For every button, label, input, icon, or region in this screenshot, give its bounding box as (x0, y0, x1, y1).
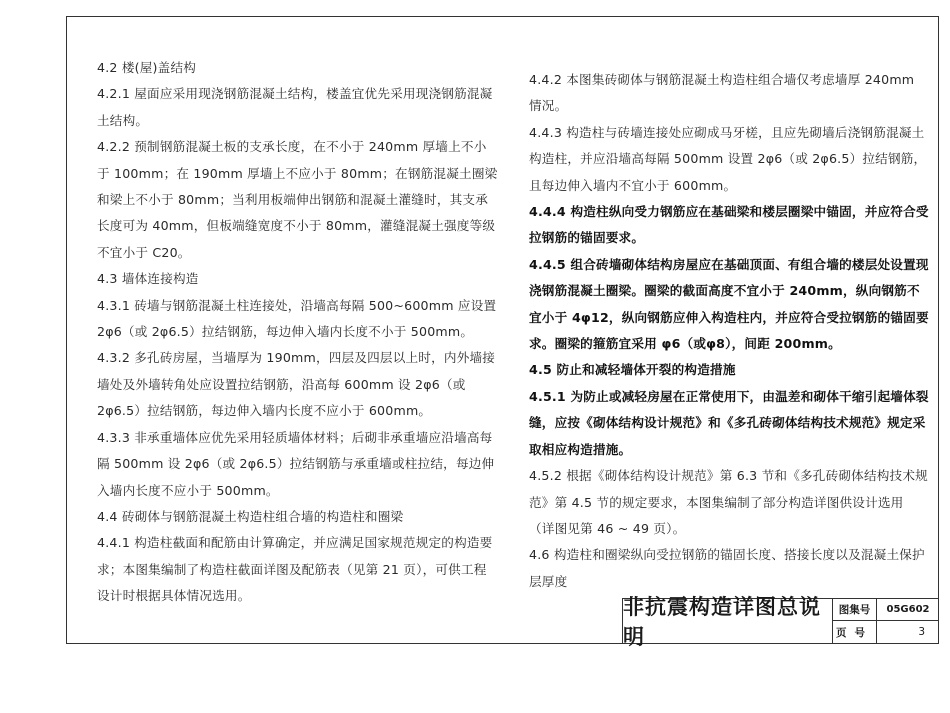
page-number: 3 (918, 626, 925, 638)
title-block (622, 595, 939, 649)
drawing-title: 非抗震构造详图总说明 (623, 599, 833, 643)
left-text-column (97, 55, 499, 610)
left-column-paragraph: 4.3 墙体连接构造 (97, 271, 199, 287)
left-column-paragraph: 4.3.1 砖墙与钢筋混凝土柱连接处，沿墙高每隔 500~600mm 应设置 2φ6（或 2φ6.5）拉结钢筋，每边伸入墙内长度不小于 500mm。 (97, 297, 497, 340)
atlas-number-label: 图集号 (833, 599, 877, 621)
right-column-paragraph: 4.5.1 为防止或减轻房屋在正常使用下，由温差和砌体干缩引起墙体裂缝，应按《砌体结构设计规范》和《多孔砖砌体结构技术规范》规定采取相应构造措施。 (529, 388, 929, 457)
left-column-paragraph: 4.3.3 非承重墙体应优先采用轻质墙体材料；后砌非承重墙应沿墙高每隔 500mm 设 2φ6（或 2φ6.5）拉结钢筋与承重墙或柱拉结，每边伸入墙内长度不应小于 500mm。 (97, 429, 495, 498)
right-column-paragraph: 4.5 防止和减轻墙体开裂的构造措施 (529, 362, 736, 378)
right-column-paragraph: 4.5.2 根据《砌体结构设计规范》第 6.3 节和《多孔砖砌体结构技术规范》第 4.5 节的规定要求，本图集编制了部分构造详图供设计选用（详图见第 46 ~ 49 页）。 (529, 468, 928, 536)
right-column-paragraph: 4.4.4 构造柱纵向受力钢筋应在基础梁和楼层圈梁中锚固，并应符合受拉钢筋的锚固要求。 (529, 204, 929, 246)
right-column-paragraph: 4.4.5 组合砖墙砌体结构房屋应在基础顶面、有组合墙的楼层处设置现浇钢筋混凝土圈梁。圈梁的截面高度不宜小于 240mm，纵向钢筋不宜小于 4φ12，纵向钢筋应伸入构造柱内，并应符合受拉钢筋的锚固要求。圈梁的箍筋宜采用 φ6（或φ8），间距 200mm。 (529, 256, 929, 352)
drawing-sheet (66, 16, 939, 649)
atlas-number: 05G602 (877, 599, 939, 621)
right-column-paragraph: 4.6 构造柱和圈梁纵向受拉钢筋的锚固长度、搭接长度以及混凝土保护层厚度 (529, 547, 925, 589)
left-column-paragraph: 4.2.1 屋面应采用现浇钢筋混凝土结构，楼盖宜优先采用现浇钢筋混凝土结构。 (97, 86, 493, 128)
page-number-label: 页号 (833, 621, 877, 643)
right-column-paragraph: 4.4.2 本图集砖砌体与钢筋混凝土构造柱组合墙仅考虑墙厚 240mm 情况。 (529, 72, 915, 114)
left-column-paragraph: 4.3.2 多孔砖房屋，当墙厚为 190mm，四层及四层以上时，内外墙接墙处及外墙转角处应设置拉结钢筋，沿高每 600mm 设 2φ6（或 2φ6.5）拉结钢筋，每边伸入墙内长度不应小于 600mm。 (97, 350, 496, 419)
left-column-paragraph: 4.4.1 构造柱截面和配筋由计算确定，并应满足国家规范规定的构造要求；本图集编制了构造柱截面详图及配筋表（见第 21 页），可供工程设计时根据具体情况选用。 (97, 535, 493, 604)
left-column-paragraph: 4.2.2 预制钢筋混凝土板的支承长度，在不小于 240mm 厚墙上不小于 100mm；在 190mm 厚墙上不应小于 80mm；在钢筋混凝土圈梁和梁上不小于 80mm；当利用板端伸出钢筋和混凝土灌缝时，其支承长度可为 40mm，但板端缝宽度不小于 80mm，灌缝混凝土强度等级不宜小于 C20。 (97, 139, 498, 260)
right-column-paragraph: 4.4.3 构造柱与砖墙连接处应砌成马牙槎，且应先砌墙后浇钢筋混凝土构造柱，并应沿墙高每隔 500mm 设置 2φ6（或 2φ6.5）拉结钢筋，且每边伸入墙内不宜小于 600mm。 (529, 124, 927, 193)
left-column-paragraph: 4.4 砖砌体与钢筋混凝土构造柱组合墙的构造柱和圈梁 (97, 508, 404, 524)
right-text-column (529, 67, 929, 595)
left-column-paragraph: 4.2 楼(屋)盖结构 (97, 60, 197, 75)
